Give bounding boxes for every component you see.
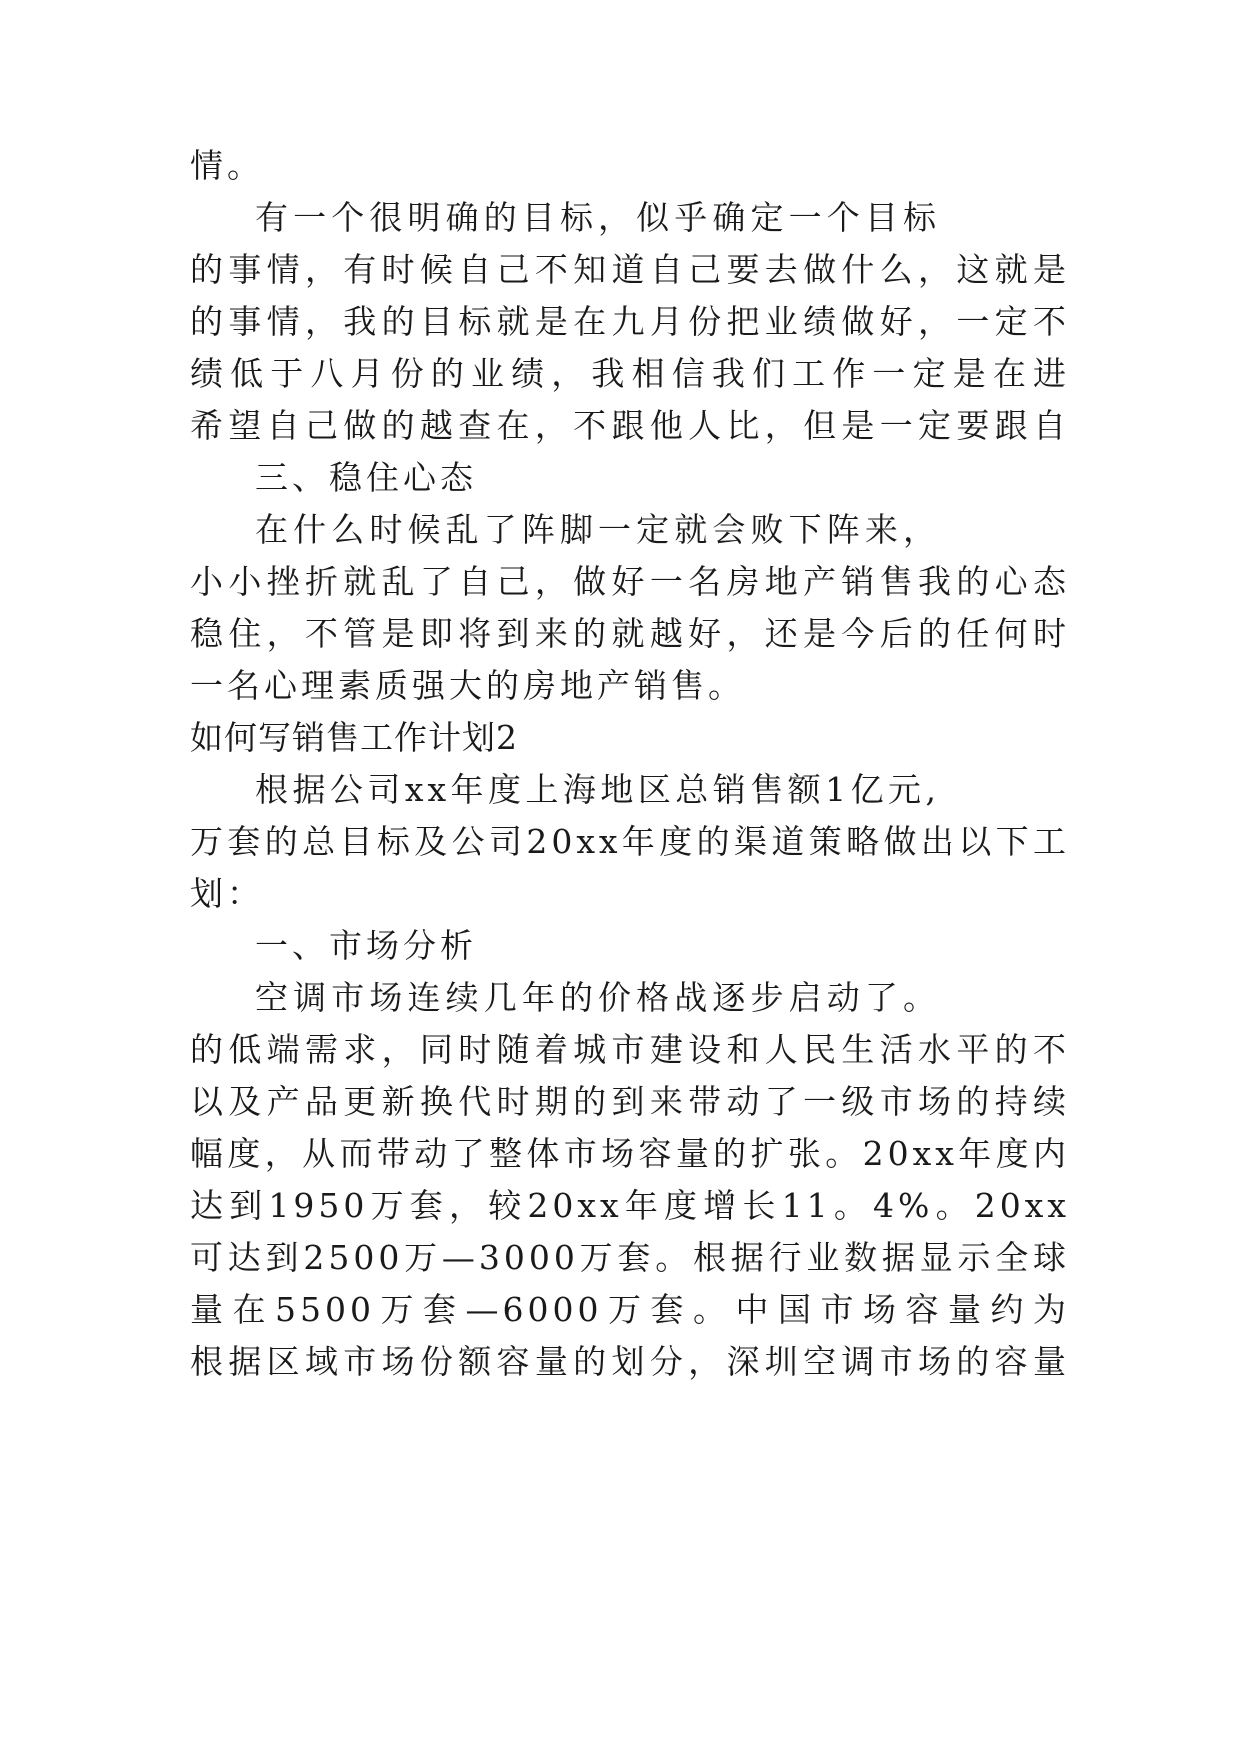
paragraph-line: 稳住，不管是即将到来的就越好，还是今后的任何时 [190, 614, 1070, 653]
paragraph-line: 小小挫折就乱了自己，做好一名房地产销售我的心态 [190, 562, 1070, 601]
paragraph-line: 的低端需求，同时随着城市建设和人民生活水平的不 [190, 1030, 1070, 1069]
paragraph-line: 情。 [190, 146, 264, 185]
paragraph-line: 根据区域市场份额容量的划分，深圳空调市场的容量 [190, 1342, 1070, 1381]
paragraph-line: 有一个很明确的目标，似乎确定一个目标 [255, 198, 940, 237]
paragraph-line: 绩低于八月份的业绩，我相信我们工作一定是在进 [190, 354, 1070, 393]
paragraph-line: 万套的总目标及公司20xx年度的渠道策略做出以下工 [190, 822, 1070, 861]
paragraph-line: 划： [190, 874, 264, 913]
paragraph-line: 量在5500万套—6000万套。中国市场容量约为 [190, 1290, 1070, 1329]
paragraph-line: 以及产品更新换代时期的到来带动了一级市场的持续 [190, 1082, 1070, 1121]
paragraph-line: 的事情，有时候自己不知道自己要去做什么，这就是 [190, 250, 1070, 289]
article-title: 如何写销售工作计划2 [190, 718, 518, 757]
paragraph-line: 在什么时候乱了阵脚一定就会败下阵来， [255, 510, 940, 549]
section-heading: 三、稳住心态 [255, 458, 477, 497]
paragraph-line: 希望自己做的越查在，不跟他人比，但是一定要跟自 [190, 406, 1070, 445]
paragraph-line: 达到1950万套，较20xx年度增长11。4%。20xx [190, 1186, 1070, 1225]
paragraph-line: 根据公司xx年度上海地区总销售额1亿元, [255, 770, 940, 809]
paragraph-line: 幅度，从而带动了整体市场容量的扩张。20xx年度内 [190, 1134, 1070, 1173]
paragraph-line: 一名心理素质强大的房地产销售。 [190, 666, 745, 705]
paragraph-line: 可达到2500万—3000万套。根据行业数据显示全球 [190, 1238, 1070, 1277]
paragraph-line: 空调市场连续几年的价格战逐步启动了。 [255, 978, 940, 1017]
paragraph-line: 的事情，我的目标就是在九月份把业绩做好，一定不 [190, 302, 1070, 341]
section-heading: 一、市场分析 [255, 926, 477, 965]
